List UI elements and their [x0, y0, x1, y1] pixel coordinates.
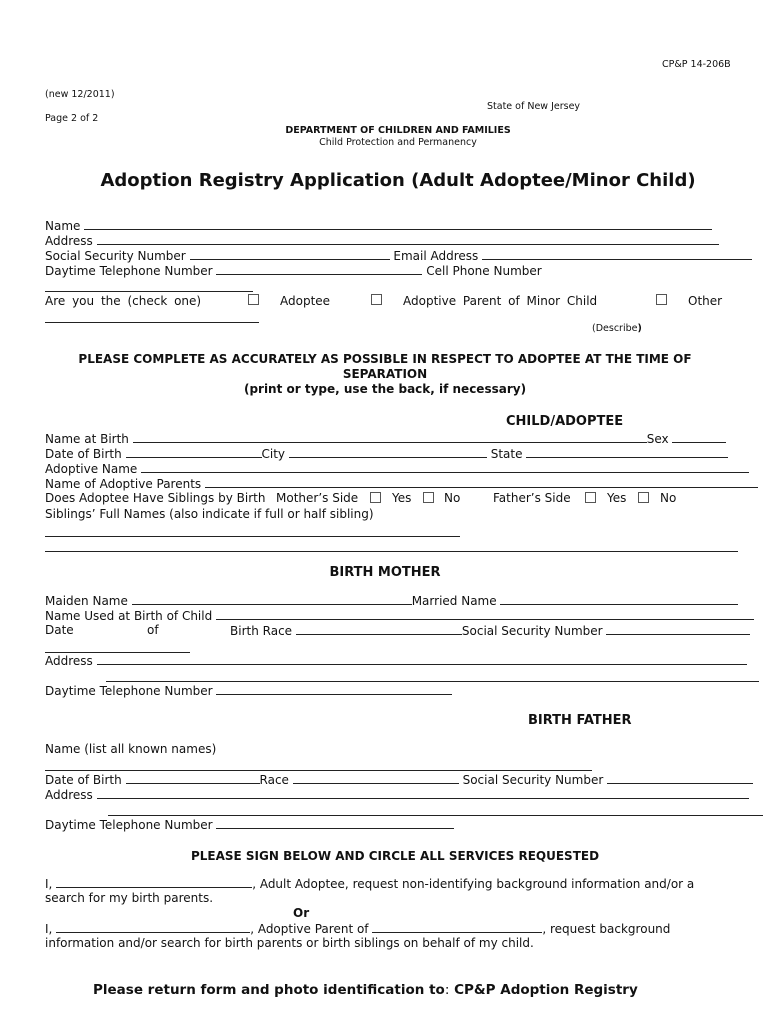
describe-note [592, 323, 642, 334]
father-address-field-2[interactable] [108, 815, 763, 816]
sign-line-1-text: , Adult Adoptee, request non-identifying background information and/or a [252, 877, 695, 891]
siblings-names-label: Siblings’ Full Names (also indicate if full or half sibling) [45, 507, 374, 521]
child-dob-row [45, 446, 728, 462]
mother-address-row [45, 653, 747, 669]
day-phone-label: Daytime Telephone Number [45, 264, 213, 278]
name-used-field[interactable] [216, 608, 754, 620]
city-label: City [261, 447, 286, 461]
return-instructions [93, 982, 638, 998]
name-label: Name [45, 219, 81, 233]
fathers-side-yes-checkbox[interactable] [585, 492, 596, 503]
describe-close: ) [637, 323, 642, 334]
sign-line-2 [45, 921, 670, 937]
mother-address-field-2[interactable] [106, 681, 759, 682]
married-name-field[interactable] [500, 593, 738, 605]
sex-field[interactable] [672, 431, 726, 443]
day-phone-field[interactable] [216, 263, 422, 275]
birth-father-heading: BIRTH FATHER [528, 713, 632, 728]
sign-i-1: I, [45, 877, 53, 891]
father-phone-label: Daytime Telephone Number [45, 818, 213, 832]
page-title: Adoption Registry Application (Adult Adoptee/Minor Child) [100, 170, 696, 191]
sign-line-2-cont: information and/or search for birth parents or birth siblings on behalf of my child. [45, 936, 534, 950]
return-label: Please return form and photo identification to [93, 982, 445, 998]
state-label: State [490, 447, 523, 461]
applicant-phone-row [45, 263, 542, 279]
mother-ssn-label: Social Security Number [461, 624, 603, 638]
father-ssn-label: Social Security Number [462, 773, 604, 787]
name-used-row [45, 608, 754, 624]
mother-race-label: Race [262, 624, 293, 638]
cell-phone-label: Cell Phone Number [426, 264, 542, 278]
email-field[interactable] [482, 248, 752, 260]
father-phone-row [45, 817, 454, 833]
sign-line-1-cont: search for my birth parents. [45, 891, 214, 905]
siblings-names-field-2[interactable] [45, 551, 738, 552]
child-dob-label: Date of Birth [45, 447, 122, 461]
are-you-label: Are you the (check one) [45, 294, 202, 308]
mother-birth-word: Birth [230, 624, 259, 638]
sex-label: Sex [646, 432, 669, 446]
siblings-names-field-1[interactable] [45, 536, 460, 537]
maiden-name-row [45, 593, 738, 609]
sign-heading: PLEASE SIGN BELOW AND CIRCLE ALL SERVICES REQUESTED [190, 849, 600, 863]
mother-of-word: of [147, 623, 159, 637]
fathers-side-no-checkbox[interactable] [638, 492, 649, 503]
adoptee-checkbox[interactable] [248, 294, 259, 305]
minor-child-name-field[interactable] [372, 921, 542, 933]
child-adoptee-heading: CHILD/ADOPTEE [506, 414, 624, 429]
father-address-row [45, 787, 749, 803]
mother-phone-label: Daytime Telephone Number [45, 684, 213, 698]
adult-adoptee-signature-field[interactable] [56, 876, 252, 888]
return-colon: : [444, 982, 450, 998]
department: DEPARTMENT OF CHILDREN AND FAMILIES [285, 125, 511, 136]
mother-phone-field[interactable] [216, 683, 452, 695]
mother-date-word: Date [45, 623, 74, 637]
name-at-birth-label: Name at Birth [45, 432, 129, 446]
mothers-side-no-checkbox[interactable] [423, 492, 434, 503]
father-name-field[interactable] [45, 770, 592, 771]
instructions-line-2: SEPARATION [342, 367, 428, 381]
ssn-field[interactable] [190, 248, 390, 260]
mother-race-field[interactable] [296, 623, 462, 635]
describe-label: (Describe [592, 323, 638, 334]
maiden-name-label: Maiden Name [45, 594, 128, 608]
mother-ssn-field[interactable] [606, 623, 750, 635]
address-field[interactable] [97, 233, 719, 245]
child-dob-field[interactable] [126, 446, 262, 458]
sign-line-1 [45, 876, 694, 892]
adoptee-option-label: Adoptee [280, 294, 331, 308]
mothers-side-yes-checkbox[interactable] [370, 492, 381, 503]
address-label: Address [45, 234, 93, 248]
sign-line-2-text: , request background [542, 922, 671, 936]
father-race-field[interactable] [293, 772, 459, 784]
father-address-label: Address [45, 788, 93, 802]
siblings-question: Does Adoptee Have Siblings by Birth [45, 491, 266, 505]
adoptive-parents-field[interactable] [205, 476, 758, 488]
other-describe-field[interactable] [45, 322, 259, 323]
name-field[interactable] [84, 218, 712, 230]
fathers-side-label: Father’s Side [493, 491, 571, 505]
mother-phone-row [45, 683, 452, 699]
instructions-line-1: PLEASE COMPLETE AS ACCURATELY AS POSSIBLE IN RESPECT TO ADOPTEE AT THE TIME OF [78, 352, 692, 366]
name-at-birth-field[interactable] [133, 431, 647, 443]
name-at-birth-row [45, 431, 726, 447]
revision-date: (new 12/2011) [45, 89, 115, 100]
father-dob-label: Date of Birth [45, 773, 122, 787]
father-dob-field[interactable] [126, 772, 260, 784]
married-name-label: Married Name [411, 594, 497, 608]
adoptive-parents-label: Name of Adoptive Parents [45, 477, 202, 491]
adoptive-parent-checkbox[interactable] [371, 294, 382, 305]
father-name-label: Name (list all known names) [45, 742, 217, 756]
instructions-line-3: (print or type, use the back, if necessary) [243, 382, 527, 396]
father-address-field-1[interactable] [97, 787, 749, 799]
maiden-name-field[interactable] [132, 593, 412, 605]
other-checkbox[interactable] [656, 294, 667, 305]
applicant-address-row [45, 233, 719, 249]
mothers-side-label: Mother’s Side [276, 491, 359, 505]
mother-dob-race-row [230, 623, 750, 639]
form-code: CP&P 14-206B [662, 59, 731, 70]
applicant-ssn-email-row [45, 248, 752, 264]
state-field[interactable] [526, 446, 728, 458]
father-race-label: Race [259, 773, 289, 787]
cell-phone-field[interactable] [45, 291, 253, 292]
other-option-label: Other [688, 294, 723, 308]
state-name: State of New Jersey [487, 101, 581, 112]
applicant-name-row [45, 218, 712, 234]
adoptive-name-label: Adoptive Name [45, 462, 138, 476]
mothers-side-yes-label: Yes [392, 491, 412, 505]
registry-name: CP&P Adoption Registry [454, 982, 638, 998]
sign-i-2: I, [45, 922, 53, 936]
mothers-side-no-label: No [444, 491, 461, 505]
sign-or: Or [293, 906, 310, 920]
name-used-label: Name Used at Birth of Child [45, 609, 213, 623]
adoptive-parent-option-label: Adoptive Parent of Minor Child [403, 294, 598, 308]
adoptive-parent-signature-field[interactable] [56, 921, 250, 933]
father-ssn-field[interactable] [607, 772, 753, 784]
adoptive-name-field[interactable] [141, 461, 749, 473]
fathers-side-yes-label: Yes [607, 491, 627, 505]
email-label: Email Address [393, 249, 479, 263]
mother-address-label: Address [45, 654, 93, 668]
city-field[interactable] [289, 446, 487, 458]
adoptive-name-row [45, 461, 749, 477]
page-number: Page 2 of 2 [45, 113, 99, 124]
fathers-side-no-label: No [660, 491, 677, 505]
sign-line-2-mid: , Adoptive Parent of [250, 922, 369, 936]
father-phone-field[interactable] [216, 817, 454, 829]
division: Child Protection and Permanency [319, 137, 477, 148]
father-dob-row [45, 772, 753, 788]
ssn-label: Social Security Number [45, 249, 186, 263]
birth-mother-heading: BIRTH MOTHER [329, 565, 441, 580]
mother-address-field-1[interactable] [97, 653, 747, 665]
adoptive-parents-row [45, 476, 758, 492]
